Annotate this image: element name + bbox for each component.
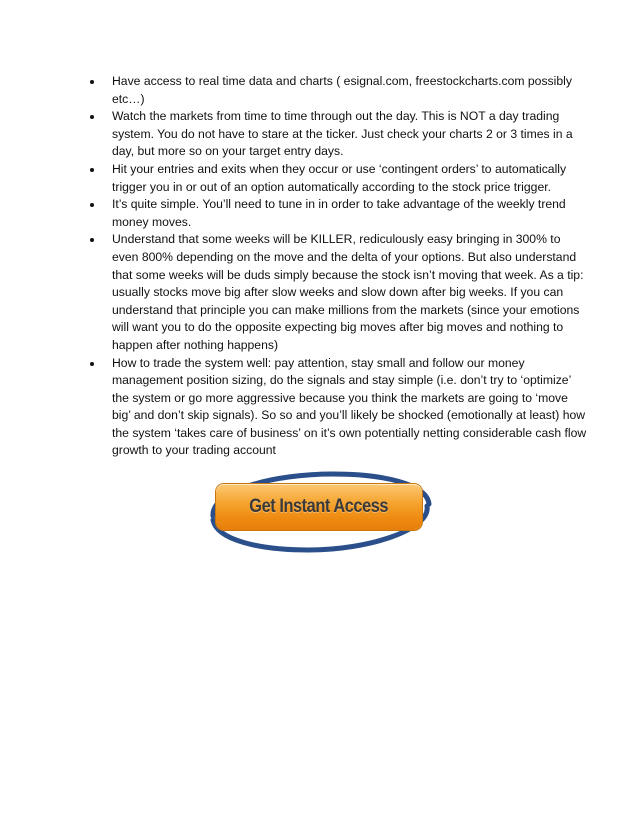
bullet-icon	[90, 203, 94, 207]
get-instant-access-button[interactable]	[216, 484, 422, 530]
bullet-text: Have access to real time data and charts ( esignal.com, freestockcharts.com possibly etc…)	[112, 74, 572, 106]
bullet-text: Watch the markets from time to time through out the day. This is NOT a day trading system. You do not have to stare at the ticker. Just check your charts 2 or 3 times in a day, but more so on your target entry days.	[112, 109, 573, 159]
get-instant-access-cta[interactable]	[205, 468, 435, 554]
bullet-item	[88, 161, 588, 196]
bullet-text: Understand that some weeks will be KILLER, rediculously easy bringing in 300% to even 800% depending on the move and the delta of your options. But also understand that some weeks will be duds simply because the stock isn’t moving that week. As a tip: usually stocks move big after slow weeks and slow down after big weeks. If you can understand that principle you can make millions from the markets (since your emotions will want you to do the opposite expecting big moves after big moves and nothing to happen after nothing happens)	[112, 232, 584, 352]
bullet-icon	[90, 362, 94, 366]
bullet-text: It’s quite simple. You’ll need to tune in in order to take advantage of the weekly trend money moves.	[112, 197, 566, 229]
bullet-icon	[90, 238, 94, 242]
bullet-text: How to trade the system well: pay attention, stay small and follow our money management position sizing, do the signals and stay simple (i.e. don’t try to ‘optimize’ the system or go more aggressive because you think the markets are going to ‘move big’ and don’t skip signals). So so and you’ll likely be shocked (emotionally at least) how the system ‘takes care of business’ on it’s own potentially netting considerable cash flow growth to your trading account	[112, 355, 587, 458]
bullet-list	[88, 73, 588, 460]
bullet-item	[88, 108, 588, 161]
bullet-item	[88, 231, 588, 354]
bullet-icon	[90, 80, 94, 84]
bullet-item	[88, 196, 588, 231]
bullet-item	[88, 73, 588, 108]
bullet-item	[88, 355, 588, 461]
bullet-icon	[90, 168, 94, 172]
get-instant-access-label[interactable]: Get Instant Access	[249, 496, 389, 517]
bullet-text: Hit your entries and exits when they occur or use ‘contingent orders’ to automatically trigger you in or out of an option automatically according to the stock price trigger.	[112, 161, 567, 194]
bullet-icon	[90, 115, 94, 119]
